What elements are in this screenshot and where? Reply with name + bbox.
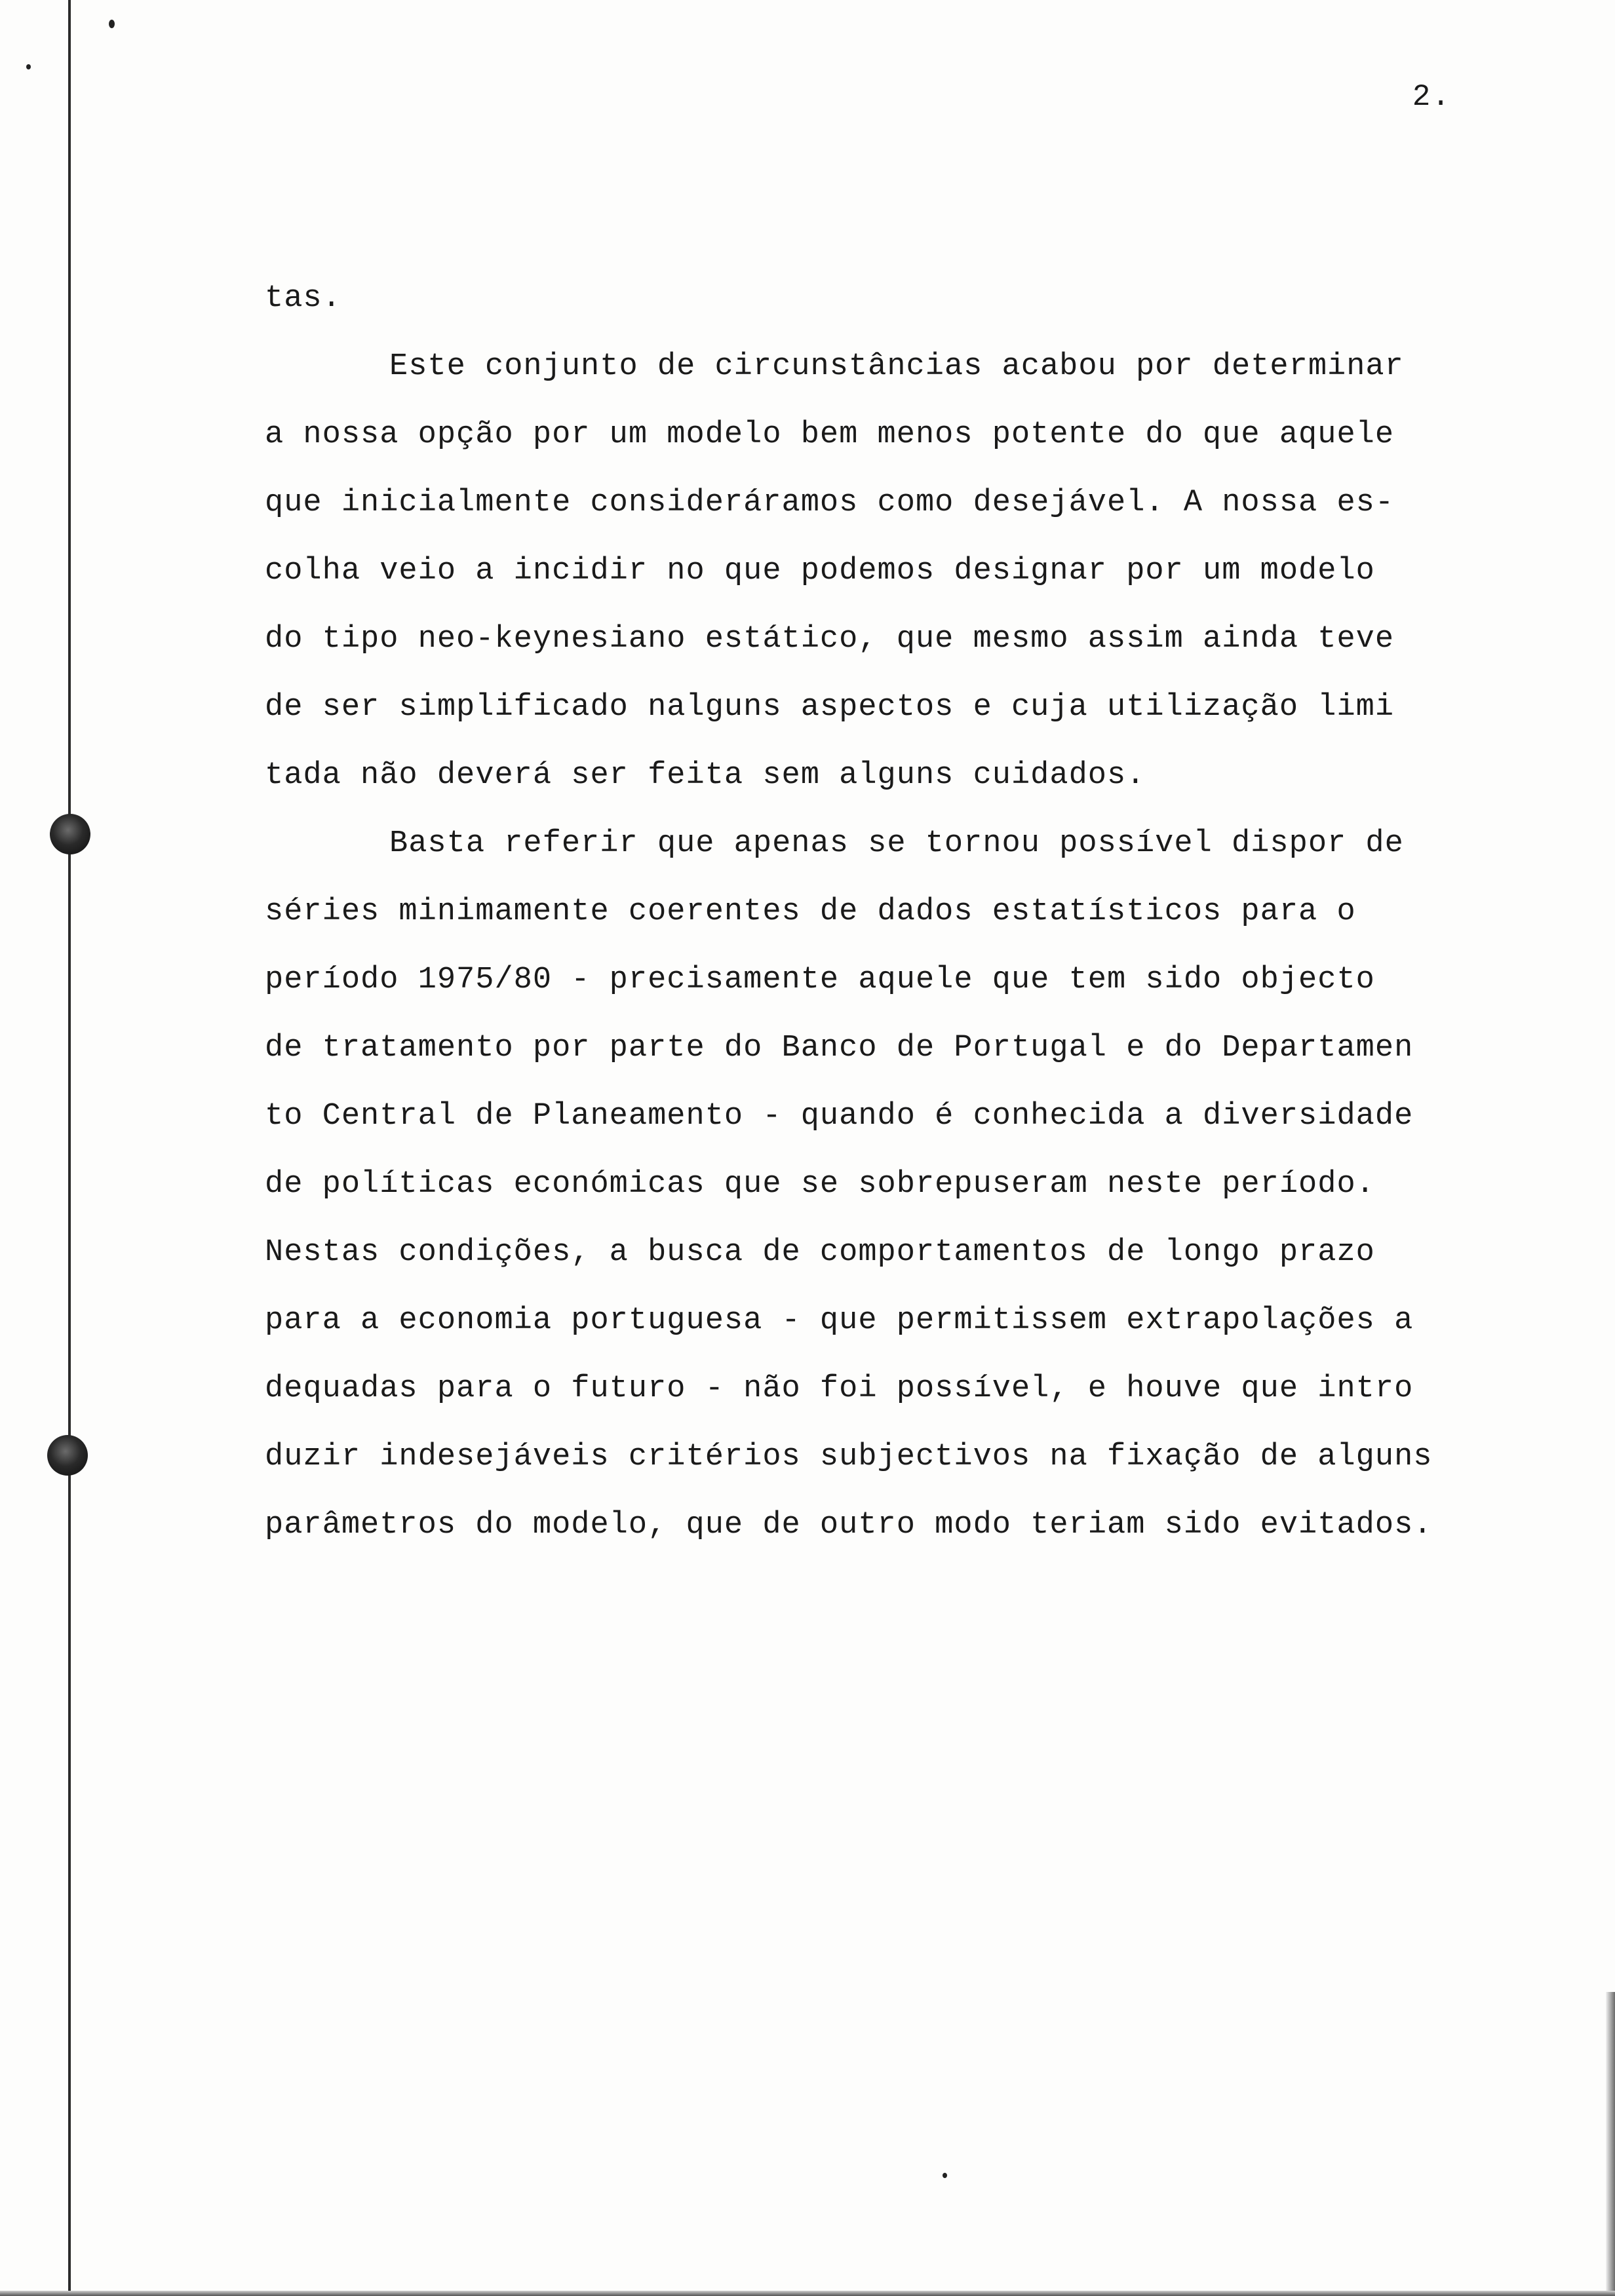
ink-speck bbox=[109, 20, 115, 28]
text-line: de ser simplificado nalguns aspectos e cuja utilização limi bbox=[265, 690, 1395, 725]
text-line: tada não deverá ser feita sem alguns cuidados. bbox=[265, 758, 1146, 793]
text-line: de tratamento por parte do Banco de Portugal e do Departamen bbox=[265, 1031, 1414, 1065]
text-line: dequadas para o futuro - não foi possível, e houve que intro bbox=[265, 1371, 1414, 1406]
ink-speck bbox=[943, 2173, 947, 2178]
text-line: parâmetros do modelo, que de outro modo teriam sido evitados. bbox=[265, 1508, 1433, 1542]
text-line: tas. bbox=[265, 281, 341, 316]
scan-edge-shadow bbox=[1606, 1992, 1615, 2296]
text-line: que inicialmente consideráramos como desejável. A nossa es- bbox=[265, 486, 1395, 520]
ink-speck bbox=[26, 64, 31, 69]
text-line: colha veio a incidir no que podemos designar por um modelo bbox=[265, 554, 1375, 588]
text-line: do tipo neo-keynesiano estático, que mesmo assim ainda teve bbox=[265, 622, 1395, 657]
text-line: duzir indesejáveis critérios subjectivos na fixação de alguns bbox=[265, 1440, 1433, 1474]
scan-edge-shadow bbox=[0, 2291, 1615, 2296]
text-line: to Central de Planeamento - quando é conhecida a diversidade bbox=[265, 1099, 1414, 1134]
punch-hole bbox=[50, 814, 90, 854]
text-line: séries minimamente coerentes de dados estatísticos para o bbox=[265, 894, 1356, 929]
text-line: para a economia portuguesa - que permitissem extrapolações a bbox=[265, 1303, 1414, 1338]
paragraph-first-line: Este conjunto de circunstâncias acabou por determinar bbox=[389, 349, 1404, 384]
punch-hole bbox=[47, 1435, 88, 1476]
text-line: a nossa opção por um modelo bem menos potente do que aquele bbox=[265, 417, 1395, 452]
binding-margin-line bbox=[68, 0, 71, 2296]
text-line: período 1975/80 - precisamente aquele que tem sido objecto bbox=[265, 963, 1375, 997]
paragraph-first-line: Basta referir que apenas se tornou possível dispor de bbox=[389, 826, 1404, 861]
text-line: Nestas condições, a busca de comportamentos de longo prazo bbox=[265, 1235, 1375, 1270]
page-number: 2. bbox=[1412, 80, 1451, 114]
body-text bbox=[265, 265, 1438, 1559]
text-line: de políticas económicas que se sobrepuseram neste período. bbox=[265, 1167, 1375, 1202]
